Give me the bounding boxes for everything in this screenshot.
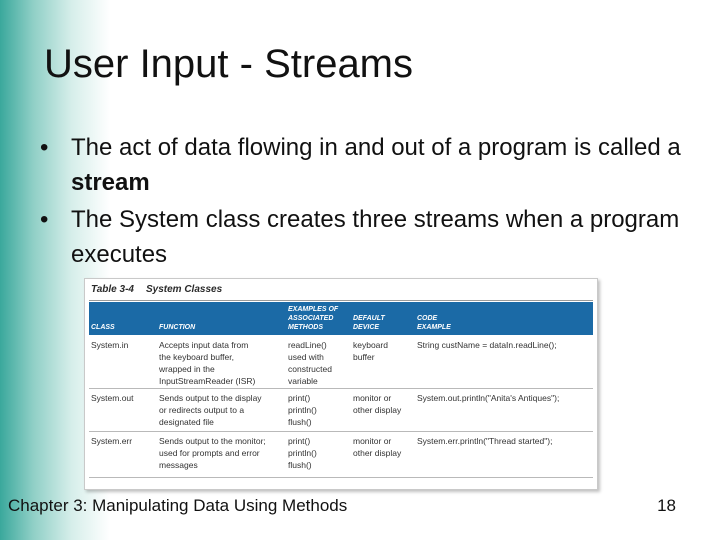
caption-divider [89, 300, 593, 301]
table-row [89, 432, 593, 476]
cell-function: Sends output to the monitor; used for prompts and error messages [159, 436, 266, 470]
header-methods: EXAMPLES OF ASSOCIATED METHODS [288, 306, 339, 331]
table-name: System Classes [145, 284, 223, 295]
cell-methods: print() println() flush() [288, 393, 317, 427]
cell-example: System.out.println("Anita's Antiques"); [417, 393, 560, 403]
cell-methods: print() println() flush() [288, 436, 317, 470]
cell-class: System.err [91, 436, 133, 446]
table-caption [91, 284, 222, 295]
cell-device: monitor or other display [353, 436, 402, 458]
bullet-list [40, 130, 700, 274]
bullet-text: The System class creates three streams when a program executes [71, 206, 680, 268]
table-number: Table 3-4 [91, 284, 134, 295]
system-classes-table-figure [84, 278, 598, 490]
bullet-item [40, 202, 700, 272]
cell-device: monitor or other display [353, 393, 402, 415]
cell-function: Accepts input data from the keyboard buffer, wrapped in the InputStreamReader (ISR) [159, 340, 256, 386]
cell-class: System.out [91, 393, 134, 403]
cell-example: String custName = dataIn.readLine(); [417, 340, 557, 350]
cell-device: keyboard buffer [353, 340, 388, 362]
cell-methods: readLine() used with constructed variable [288, 340, 332, 386]
bullet-item [40, 130, 700, 200]
table-header [89, 302, 593, 335]
bullet-text: The act of data flowing in and out of a program is called a [71, 134, 681, 161]
row-divider [89, 477, 593, 478]
bullet-bold-term: stream [71, 169, 150, 196]
table-row [89, 389, 593, 431]
slide-title: User Input - Streams [44, 42, 414, 86]
page-number: 18 [657, 496, 676, 515]
slide-footer: Chapter 3: Manipulating Data Using Methods [8, 496, 348, 515]
header-function: FUNCTION [159, 324, 196, 331]
bullet-dot: • [40, 134, 49, 161]
bullet-dot: • [40, 206, 49, 233]
header-class: CLASS [91, 324, 115, 331]
header-example: CODE EXAMPLE [417, 315, 451, 331]
table-row [89, 336, 593, 388]
cell-class: System.in [91, 340, 129, 350]
cell-example: System.err.println("Thread started"); [417, 436, 553, 446]
cell-function: Sends output to the display or redirects output to a designated file [159, 393, 262, 427]
header-device: DEFAULT DEVICE [353, 315, 385, 331]
